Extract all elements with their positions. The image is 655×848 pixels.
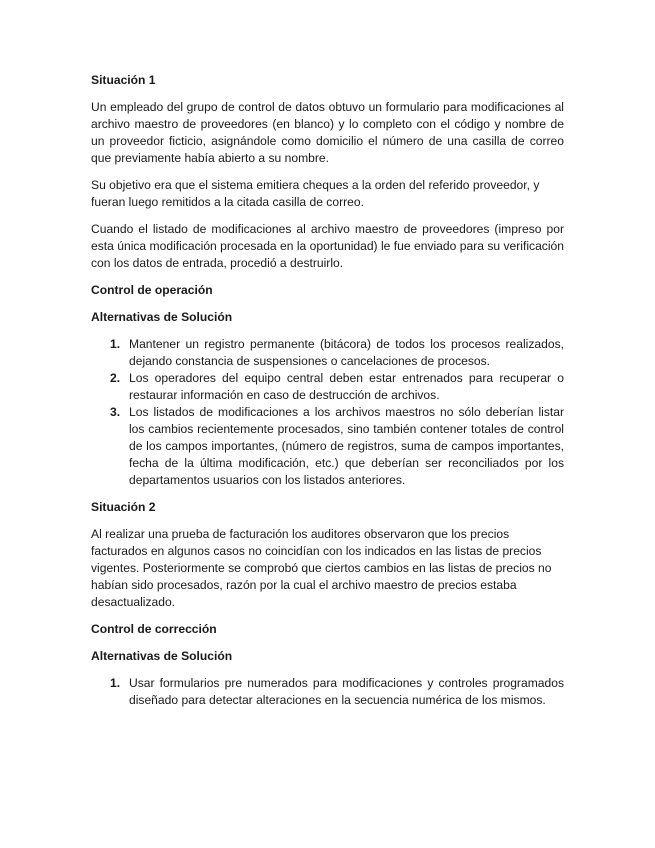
- list-item-number: 1.: [110, 676, 121, 690]
- list-item-number: 3.: [110, 405, 121, 419]
- alternativas-heading-1: Alternativas de Solución: [91, 310, 233, 324]
- list-item-number: 1.: [110, 337, 121, 351]
- situacion-1-paragraph-1: Un empleado del grupo de control de datos obtuvo un formulario para modificaciones al archivo maestro de proveedores (en blanco) y lo completo con el código y nombre de un proveedor ficticio, asignándole como domicilio el número de una casilla de correo que previamente había abierto a su nombre.: [91, 100, 564, 165]
- situacion-1-paragraph-3: Cuando el listado de modificaciones al archivo maestro de proveedores (impreso por esta única modificación procesada en la oportunidad) le fue enviado para su verificación con los datos de entrada, procedió a destruirlo.: [91, 222, 564, 270]
- list-item-text: Mantener un registro permanente (bitácora) de todos los procesos realizados, dejando constancia de suspensiones o cancelaciones de procesos.: [129, 337, 564, 368]
- alternativas-list-1: [91, 336, 564, 489]
- alternativas-list-2: [91, 675, 564, 709]
- situacion-1-heading: Situación 1: [91, 73, 156, 87]
- situacion-1-paragraph-2: Su objetivo era que el sistema emitiera cheques a la orden del referido proveedor, y fueran luego remitidos a la citada casilla de correo.: [91, 178, 540, 209]
- situacion-2-paragraph-1: Al realizar una prueba de facturación los auditores observaron que los precios facturados en algunos casos no coincidían con los indicados en las listas de precios vigentes. Posteriormente se comprobó que ciertos cambios en las listas de precios no habían sido procesados, razón por la cual el archivo maestro de precios estaba desactualizado.: [91, 527, 552, 609]
- alternativas-heading-2: Alternativas de Solución: [91, 649, 233, 663]
- list-item: [91, 675, 564, 709]
- situacion-2-heading: Situación 2: [91, 500, 156, 514]
- list-item: [91, 336, 564, 370]
- list-item-text: Los listados de modificaciones a los archivos maestros no sólo deberían listar los cambios recientemente procesados, sino también contener totales de control de los campos importantes, (número de registros, suma de campos importantes, fecha de la última modificación, etc.) que deberían ser reconciliados por los departamentos usuarios con los listados anteriores.: [129, 405, 564, 487]
- list-item: [91, 404, 564, 489]
- list-item-text: Usar formularios pre numerados para modificaciones y controles programados diseñado para detectar alteraciones en la secuencia numérica de los mismos.: [129, 676, 564, 707]
- control-correccion-heading: Control de corrección: [91, 622, 217, 636]
- list-item-text: Los operadores del equipo central deben estar entrenados para recuperar o restaurar información en caso de destrucción de archivos.: [129, 371, 564, 402]
- control-operacion-heading: Control de operación: [91, 283, 213, 297]
- list-item-number: 2.: [110, 371, 121, 385]
- list-item: [91, 370, 564, 404]
- document-body: [91, 72, 564, 719]
